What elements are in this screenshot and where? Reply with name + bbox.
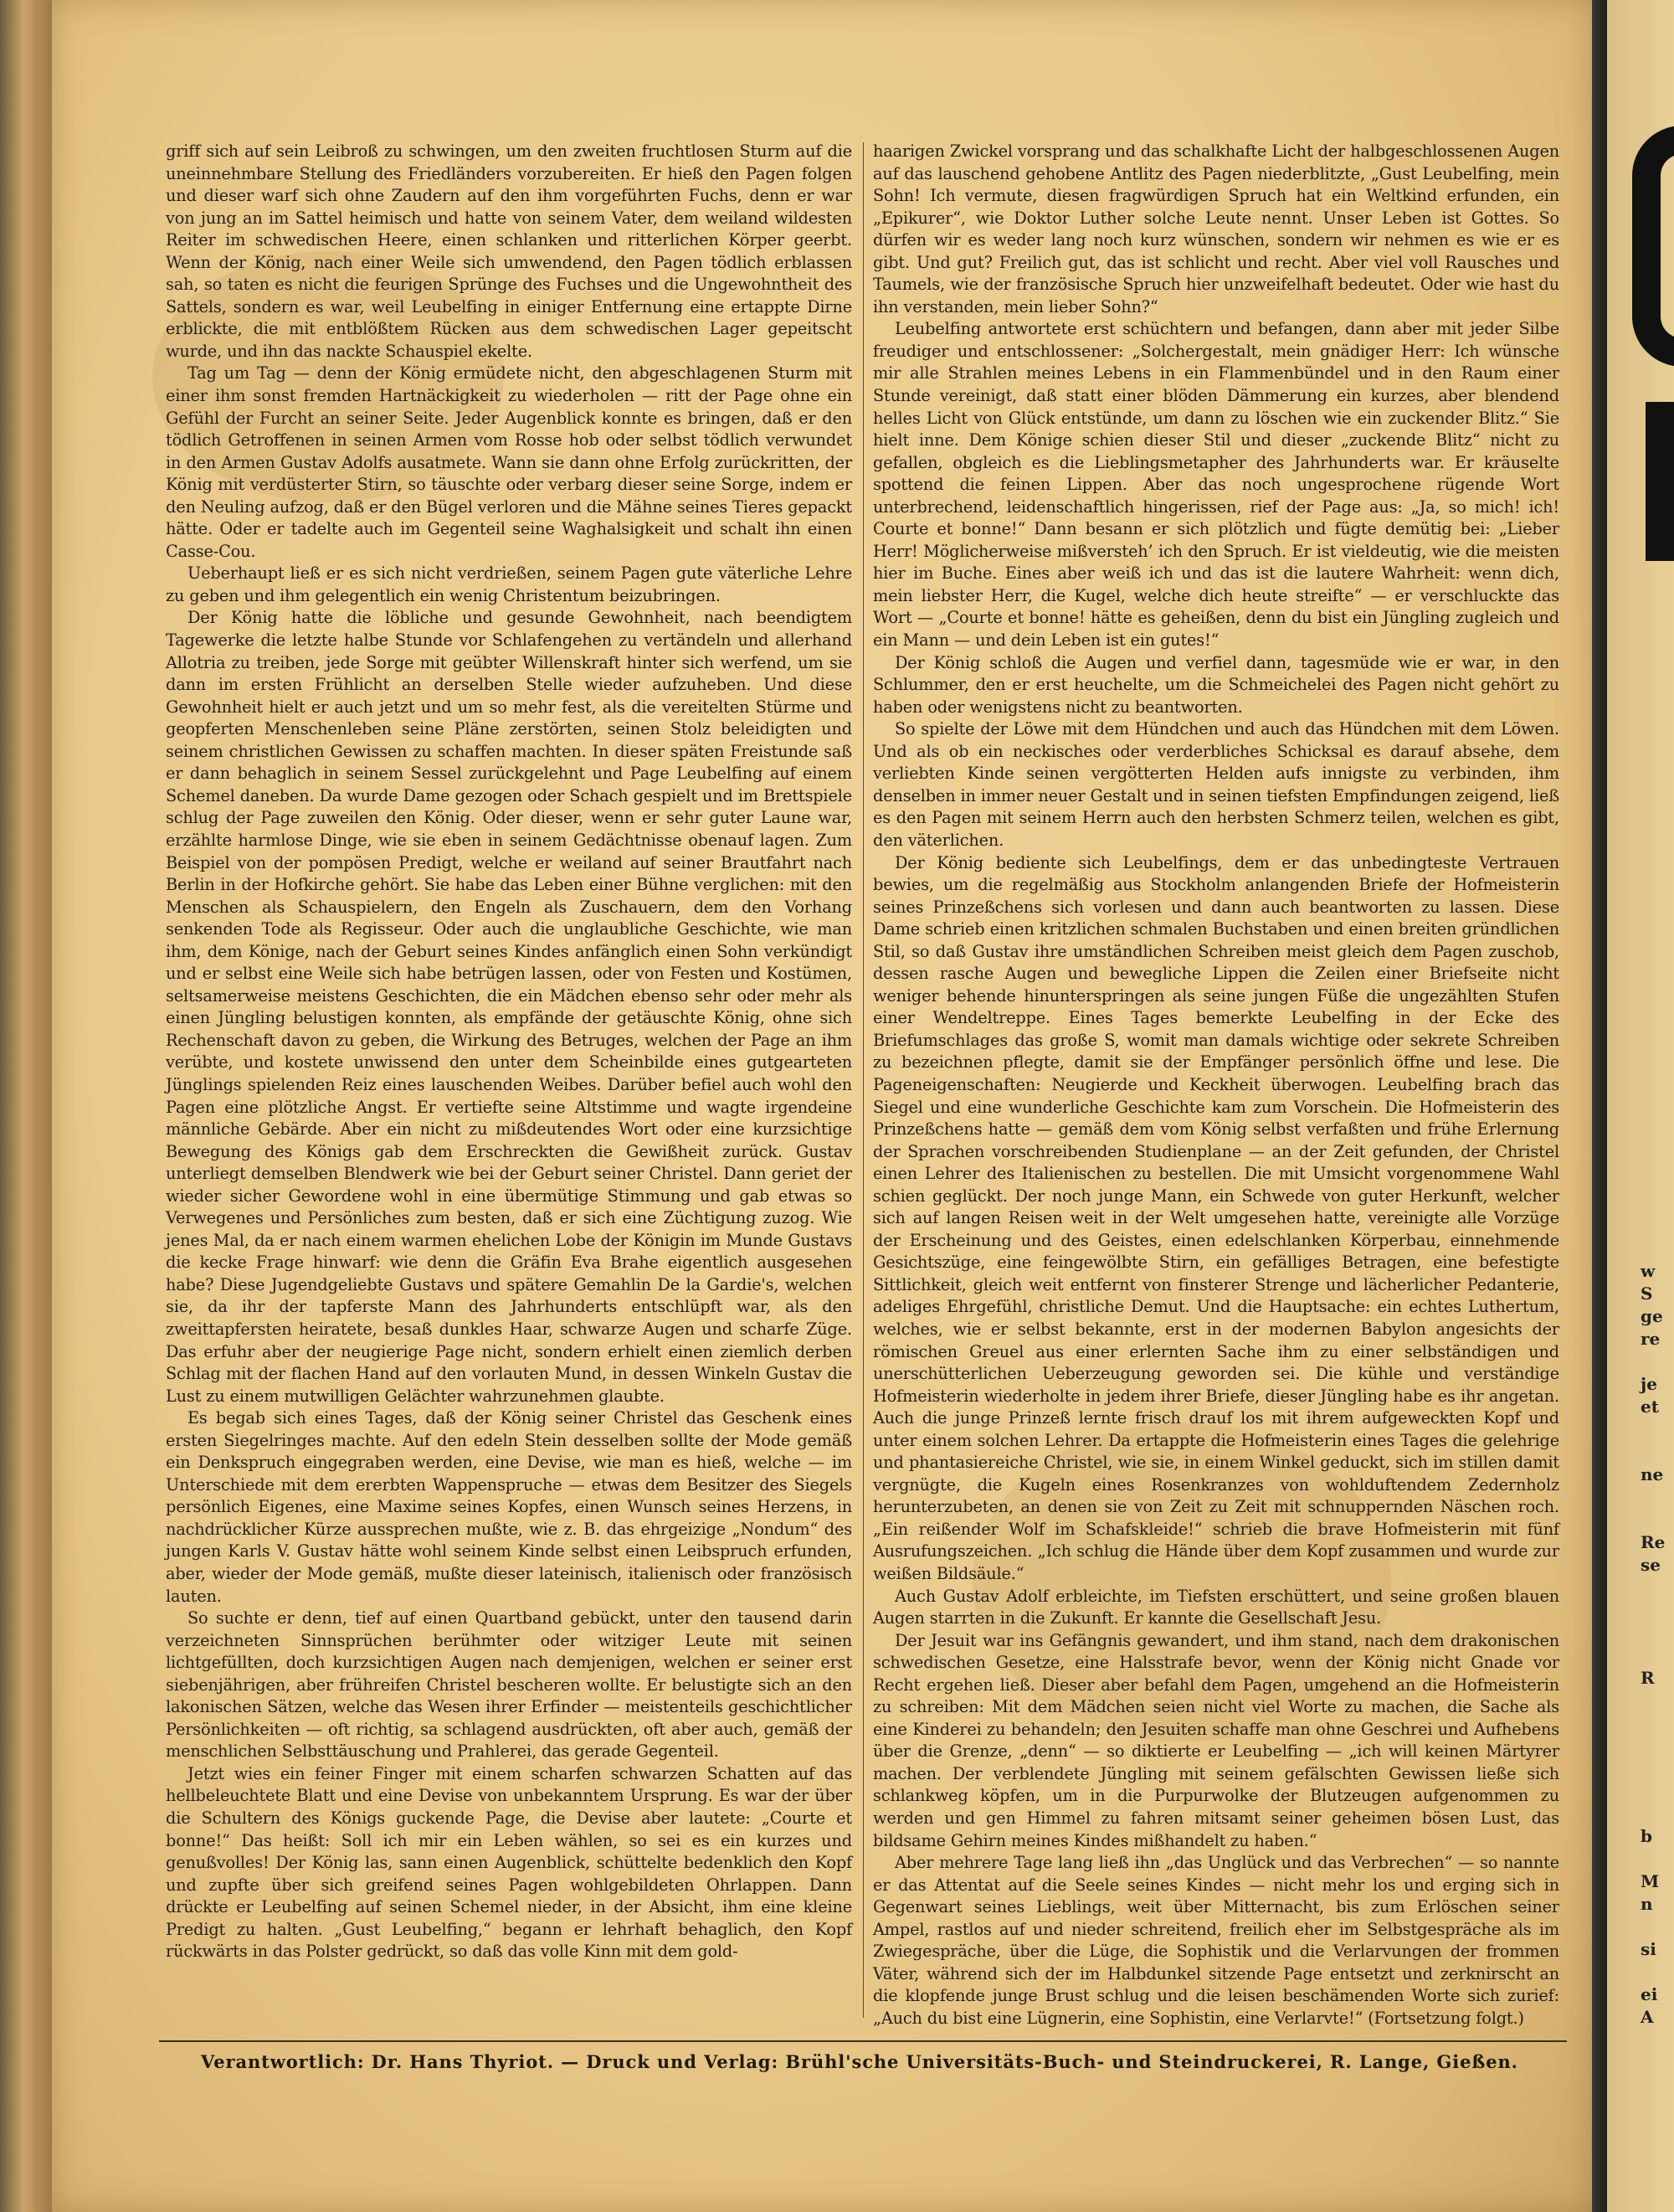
text-fragment: si xyxy=(1641,1939,1656,1959)
adjacent-page xyxy=(1607,0,1674,2212)
article-paragraph: Leubelfing antwortete erst schüchtern und befangen, dann aber mit jeder Silbe freudiger und entschlossener: „Solchergestalt, mein gnädiger Herr: Ich wünsche mir alle Strahlen meines Lebens in ein Flammenbündel und in den Raum einer Stunde vereinigt, daß statt einer blöden Dämmerung ein kurzes, aber blendend helles Licht von Glück entstünde, um dann zu löschen wie ein zuckender Blitz.“ Sie hielt inne. Dem Könige schien dieser Stil und dieser „zuckende Blitz“ nicht zu gefallen, obgleich es die Lieblingsmetapher des Jahrhunderts war. Er kräuselte spottend die feinen Lippen. Aber das noch ungesprochene rügende Wort unterbrechend, leidenschaftlich hingerissen, rief der Page aus: „Ja, so mich! ich! Courte et bonne!“ Dann besann er sich plötzlich und fügte demütig bei: „Lieber Herr! Möglicherweise mißversteh’ ich den Spruch. Er ist vieldeutig, wie die meisten hier im Buche. Eines aber weiß ich und das ist die lautere Wahrheit: wenn dich, mein liebster Herr, die Kugel, welche dich heute streifte“ — er verschluckte das Wort — „Courte et bonne! hätte es geheißen, denn du bist ein Jüngling zugleich und ein Mann — und dein Leben ist ein gutes!“ xyxy=(873,319,1559,651)
text-fragment: ei xyxy=(1641,1984,1658,2004)
article-column-right xyxy=(873,141,1559,2029)
book-binding xyxy=(0,0,52,2212)
text-fragment: ne xyxy=(1641,1464,1664,1484)
column-divider xyxy=(863,142,864,2018)
text-fragment: b xyxy=(1641,1826,1652,1846)
article-paragraph: Tag um Tag — denn der König ermüdete nicht, den abgeschlagenen Sturm mit einer ihm sonst fremden Hartnäckigkeit zu wiederholen — ritt der Page ohne ein Gefühl der Furcht an seiner Seite. Jeder Augenblick konnte es bringen, daß er den tödlich Getroffenen in seinen Armen vom Rosse hob oder selbst tödlich verwundet in den Armen Gustav Adolfs ausatmete. Wann sie dann ohne Erfolg zurückritten, der König mit verdüsterter Stirn, so täuschte oder verbarg dieser seine Sorge, indem er den Neuling aufzog, daß er den Bügel verloren und die Mähne seines Tieres gepackt hätte. Oder er tadelte auch im Gegenteil seine Waghalsigkeit und schalt ihn einen Casse-Cou. xyxy=(166,363,852,561)
headline-letter-fragment xyxy=(1646,402,1674,561)
text-fragment: et xyxy=(1641,1397,1659,1417)
imprint-line: Verantwortlich: Dr. Hans Thyriot. — Druck und Verlag: Brühl'sche Universitäts-Buch- und Steindruckerei, R. Lange, Gießen. xyxy=(201,2051,1518,2072)
text-fragment: ge xyxy=(1641,1306,1663,1326)
article-paragraph: Der König bediente sich Leubelfings, dem er das unbedingteste Vertrauen bewies, um die regelmäßig aus Stockholm anlangenden Briefe der Hofmeisterin seines Prinzeßchens sich vorlesen und dann auch beantworten zu lassen. Diese Dame schrieb einen kritzlichen schmalen Buchstaben und einen breiten gründlichen Stil, so daß Gustav ihre umständlichen Schreiben meist gleich dem Pagen zuschob, dessen rasche Augen und bewegliche Lippen die Zeilen einer Briefseite nicht weniger behende hinunterspringen als seine jungen Füße die ungezählten Stufen einer Wendeltreppe. Eines Tages bemerkte Leubelfing in der Ecke des Briefumschlages das große S, womit man damals wichtige oder sekrete Schreiben zu bezeichnen pflegte, damit sie der Empfänger persönlich öffne und lese. Die Pageneigenschaften: Neugierde und Keckheit überwogen. Leubelfing brach das Siegel und eine wunderliche Geschichte kam zum Vorschein. Die Hofmeisterin des Prinzeßchens hatte — gemäß dem vom König selbst verfaßten und frühe Erlernung der Sprachen vorschreibenden Studienplane — an der Zeit gefunden, der Christel einen Lehrer des Italienischen zu bestellen. Die mit Umsicht vorgenommene Wahl schien geglückt. Der noch junge Mann, ein Schwede von guter Herkunft, welcher sich auf langen Reisen weit in der Welt umgesehen hatte, vereinigte alle Vorzüge der Erscheinung und des Geistes, einen edelschlanken Körperbau, einnehmende Gesichtszüge, eine feingewölbte Stirn, ein gefälliges Betragen, eine befestigte Sittlichkeit, gleich weit entfernt von finsterer Strenge und lächerlicher Pedanterie, adeliges Ehrgefühl, christliche Demut. Und die Hauptsache: ein echtes Luthertum, welches, wie er selbst bekannte, erst in der modernen Babylon angesichts der römischen Greuel aus einer erlernten Sache ihm zu einer selbständigen und unerschütterlichen Ueberzeugung geworden sei. Die kühle und verständige Hofmeisterin wiederholte in jedem ihrer Briefe, dieser Jüngling habe es ihr angetan. Auch die junge Prinzeß lernte frisch drauf los mit ihrem aufgeweckten Kopf und unter einem solchen Lehrer. Da ertappte die Hofmeisterin eines Tages die gelehrige und phantasiereiche Christel, wie sie, in einem Winkel geduckt, sich im stillen damit vergnügte, die Kugeln eines Rosenkranzes von wohlduftendem Zedernholz herunterzubeten, an denen sie von Zeit zu Zeit mit schnuppernden Näschen roch. „Ein reißender Wolf im Schafskleide!“ schrieb die brave Hofmeisterin mit fünf Ausrufungszeichen. „Ich schlug die Hände über dem Kopf zusammen und wurde zur weißen Bildsäule.“ xyxy=(873,852,1559,1583)
article-paragraph: griff sich auf sein Leibroß zu schwingen, um den zweiten fruchtlosen Sturm auf die uneinnehmbare Stellung des Friedländers vorzubereiten. Er hieß den Pagen folgen und dieser warf sich ohne Zaudern auf den ihm vorgeführten Fuchs, denn er war von jung an im Sattel heimisch und hatte von seinem Vater, dem weiland wildesten Reiter im schwedischen Heere, einen schlanken und ritterlichen Körper geerbt. Wenn der König, nach einer Weile sich umwendend, den Pagen tödlich erblassen sah, so taten es nicht die feurigen Sprünge des Fuchses und die Ungewohntheit des Sattels, sondern es war, weil Leubelfing in einiger Entfernung eine ertappte Dirne erblickte, die mit entblößtem Rücken aus dem schwedischen Lager gepeitscht wurde, und ihn das nackte Schauspiel ekelte. xyxy=(166,141,852,361)
text-fragment: A xyxy=(1641,2007,1654,2027)
article-column-left xyxy=(166,141,852,1963)
article-paragraph: So suchte er denn, tief auf einen Quartband gebückt, unter den tausend darin verzeichneten Sinnsprüchen berühmter oder witziger Leute mit seinen lichtgefüllten, doch kurzsichtigen Augen nach demjenigen, welchen er seiner erst siebenjährigen, aber frühreifen Christel bescheren wollte. Er belustigte sich an den lakonischen Sätzen, welche das Wesen ihrer Erfinder — meistenteils geschichtlicher Persönlichkeiten — oft richtig, sa schlagend ausdrückten, oft aber auch, gemäß der menschlichen Selbsttäuschung und Prahlerei, das gerade Gegenteil. xyxy=(166,1608,852,1762)
article-paragraph: haarigen Zwickel vorsprang und das schalkhafte Licht der halbgeschlossenen Augen auf das lauschend gehobene Antlitz des Pagen niederblitzte, „Gust Leubelfing, mein Sohn! Ich vermute, diesen fragwürdigen Spruch hat ein Weltkind erfunden, ein „Epikurer“, wie Doktor Luther solche Leute nennt. Unser Leben ist Gottes. So dürfen wir es weder lang noch kurz wünschen, sondern wir nehmen es wie er es gibt. Und gut? Freilich gut, das ist schlicht und recht. Aber viel voll Rausches und Taumels, wie der französische Spruch hier unzweifelhaft bedeutet. Oder wie hast du ihn verstanden, mein lieber Sohn?“ xyxy=(873,141,1559,316)
article-paragraph: Es begab sich eines Tages, daß der König seiner Christel das Geschenk eines ersten Siegelringes machte. Auf den edeln Stein desselben sollte der Mode gemäß ein Denkspruch eingegraben werden, eine Devise, wie man es hieß, welche — im Unterschiede mit dem ererbten Wappenspruche — etwas dem Besitzer des Siegels persönlich Eigenes, eine Maxime seines Kopfes, einen Wunsch seines Herzens, in nachdrücklicher Kürze aussprechen mußte, wie z. B. das ehrgeizige „Nondum“ des jungen Karls V. Gustav hätte wohl seinem Kinde selbst einen Leibspruch erfunden, aber, wieder der Mode gemäß, mußte dieser lateinisch, italienisch oder französisch lauten. xyxy=(166,1408,852,1606)
text-fragment: n xyxy=(1641,1894,1653,1914)
text-fragment: w xyxy=(1641,1261,1656,1281)
text-fragment: R xyxy=(1641,1668,1655,1688)
text-fragment: Re xyxy=(1641,1532,1666,1552)
page-gutter xyxy=(1592,0,1607,2212)
footer-rule xyxy=(159,2040,1567,2042)
text-fragment: se xyxy=(1641,1555,1661,1575)
article-paragraph: Aber mehrere Tage lang ließ ihn „das Unglück und das Verbrechen“ — so nannte er das Attentat auf die Seele seines Kindes — nicht mehr los und erging sich in Gegenwart seines Lieblings, weit über Mitternacht, bis zum Erlöschen seiner Ampel, rastlos auf und nieder schreitend, freilich eher im Selbstgespräche als im Zwiegespräche, über die Lüge, die Sophistik und die Verlarvungen der frommen Väter, während sich der im Halbdunkel sitzende Page entsetzt und zerknirscht an die klopfende junge Brust schlug und die leisen beschämenden Worte sich zurief: „Auch du bist eine Lügnerin, eine Sophistin, eine Verlarvte!“ (Fortsetzung folgt.) xyxy=(873,1853,1559,2028)
article-paragraph: Der König hatte die löbliche und gesunde Gewohnheit, nach beendigtem Tagewerke die letzte halbe Stunde vor Schlafengehen zu vertändeln und allerhand Allotria zu treiben, jede Sorge mit geübter Willenskraft hinter sich werfend, um sie dann im ersten Frühlicht an derselben Stelle wieder aufzuheben. Und diese Gewohnheit hielt er auch jetzt und um so mehr fest, als die vereitelten Stürme und geopferten Menschenleben seine Pläne zerstörten, seinen Stolz beleidigten und seinem christlichen Gewissen zu schaffen machten. In dieser späten Freistunde saß er dann behaglich in seinem Sessel zurückgelehnt und Page Leubelfing auf einem Schemel daneben. Da wurde Dame gezogen oder Schach gespielt und im Brettspiele schlug der Page zuweilen den König. Oder dieser, wenn er sehr guter Laune war, erzählte harmlose Dinge, wie sie eben in seinem Gedächtnisse obenauf lagen. Zum Beispiel von der pompösen Predigt, welche er weiland auf seiner Brautfahrt nach Berlin in der Hofkirche gehört. Sie habe das Leben einer Bühne verglichen: mit den Menschen als Schauspielern, den Engeln als Zuschauern, dem den Vorhang senkenden Tode als Regisseur. Oder auch die unglaubliche Geschichte, wie man ihm, dem Könige, nach der Geburt seines Kindes anfänglich einen Sohn verkündigt und er selbst eine Weile sich habe betrügen lassen, oder von Festen und Kostümen, seltsamerweise meistens Geschichten, die ein Mädchen ebenso sehr oder mehr als einen Jüngling belustigen konnten, als empfände der getäuschte König, ohne sich Rechenschaft davon zu geben, die Wirkung des Betruges, welchen der Page an ihm verübte, und kostete unwissend den unter dem Scheinbilde eines gutgearteten Jünglings spielenden Reiz eines lauschenden Weibes. Darüber befiel auch wohl den Pagen eine plötzliche Angst. Er vertiefte seine Altstimme und wagte irgendeine männliche Gebärde. Aber ein nicht zu mißdeutendes Wort oder eine kurzsichtige Bewegung des Königs gab dem Erschreckten die Gewißheit zurück. Gustav unterliegt demselben Blendwerk wie bei der Geburt seiner Christel. Dann geriet der wieder sicher Gewordene wohl in eine übermütige Stimmung und gab etwas so Verwegenes und Persönliches zum besten, daß er sich eine Züchtigung zuzog. Wie jenes Mal, da er nach einem warmen ehelichen Lobe der Königin im Munde Gustavs die kecke Frage hinwarf: wie denn die Gräfin Eva Brahe eigentlich ausgesehen habe? Diese Jugendgeliebte Gustavs und spätere Gemahlin De la Gardie's, welchen sie, da ihr der tapferste Mann des Jahrhunderts entschlüpft war, als den zweittapfersten heiratete, besaß dunkles Haar, schwarze Augen und scharfe Züge. Das erfuhr aber der neugierige Page nicht, sondern erhielt einen ziemlich derben Schlag mit der flachen Hand auf den vorlauten Mund, in dessen Winkeln Gustav die Lust zu einem mutwilligen Gelächter wahrzunehmen glaubte. xyxy=(166,608,852,1406)
article-paragraph: So spielte der Löwe mit dem Hündchen und auch das Hündchen mit dem Löwen. Und als ob ein neckisches oder verderbliches Schicksal es darauf absehe, dem verliebten Kinde seinen vergötterten Helden aufs innigste zu verbinden, ihm denselben in immer neuer Gestalt und in seinen tiefsten Empfindungen zeigend, ließ es den Pagen mit seinem Herrn auch den herbsten Schmerz teilen, welchen es gibt, den väterlichen. xyxy=(873,719,1559,850)
article-paragraph: Ueberhaupt ließ er es sich nicht verdrießen, seinem Pagen gute väterliche Lehre zu geben und ihm gelegentlich ein wenig Christentum beizubringen. xyxy=(166,563,852,605)
article-paragraph: Auch Gustav Adolf erbleichte, im Tiefsten erschüttert, und seine großen blauen Augen starrten in die Zukunft. Er kannte die Gesellschaft Jesu. xyxy=(873,1586,1559,1628)
headline-letter-fragment xyxy=(1632,126,1674,367)
article-paragraph: Der Jesuit war ins Gefängnis gewandert, und ihm stand, nach dem drakonischen schwedischen Gesetze, eine Halsstrafe bevor, wenn der König nicht Gnade vor Recht ergehen ließ. Dieser aber befahl dem Pagen, umgehend an die Hofmeisterin zu schreiben: Mit dem Mädchen seien nicht viel Worte zu machen, die Sache als eine Kinderei zu behandeln; den Jesuiten schaffe man ohne Geschrei und Aufhebens über die Grenze, „denn“ — so diktierte er Leubelfing — „ich will keinen Märtyrer machen. Der verblendete Jüngling mit seinem gefälschten Gewissen ließe sich schlankweg köpfen, um in die Purpurwolke der Blutzeugen aufgenommen zu werden und gen Himmel zu fahren mitsamt seiner geheimen bösen Lust, das bildsame Gehirn meines Kindes mißhandelt zu haben.“ xyxy=(873,1630,1559,1850)
text-fragment: S xyxy=(1641,1283,1653,1304)
text-fragment: je xyxy=(1641,1374,1657,1394)
text-fragment: M xyxy=(1641,1871,1660,1891)
article-paragraph: Der König schloß die Augen und verfiel dann, tagesmüde wie er war, in den Schlummer, den er erst heuchelte, um die Schmeichelei des Pagen nicht gehört zu haben oder wenigstens nicht zu beantworten. xyxy=(873,652,1559,717)
article-paragraph: Jetzt wies ein feiner Finger mit einem scharfen schwarzen Schatten auf das hellbeleuchtete Blatt und eine Devise von unbekanntem Ursprung. Es war der über die Schultern des Königs guckende Page, die Devise aber lautete: „Courte et bonne!“ Das heißt: Soll ich mir ein Leben wählen, so sei es ein kurzes und genußvolles! Der König las, sann einen Augenblick, schüttelte bedenklich den Kopf und zupfte über sich greifend seines Pagen wohlgebildeten Ohrlappen. Dann drückte er Leubelfing auf seinen Schemel nieder, in der Absicht, ihm eine kleine Predigt zu halten. „Gust Leubelfing,“ begann er lehrhaft behaglich, den Kopf rückwärts in das Polster gedrückt, so daß das volle Kinn mit dem gold- xyxy=(166,1763,852,1962)
text-fragment: re xyxy=(1641,1329,1661,1349)
